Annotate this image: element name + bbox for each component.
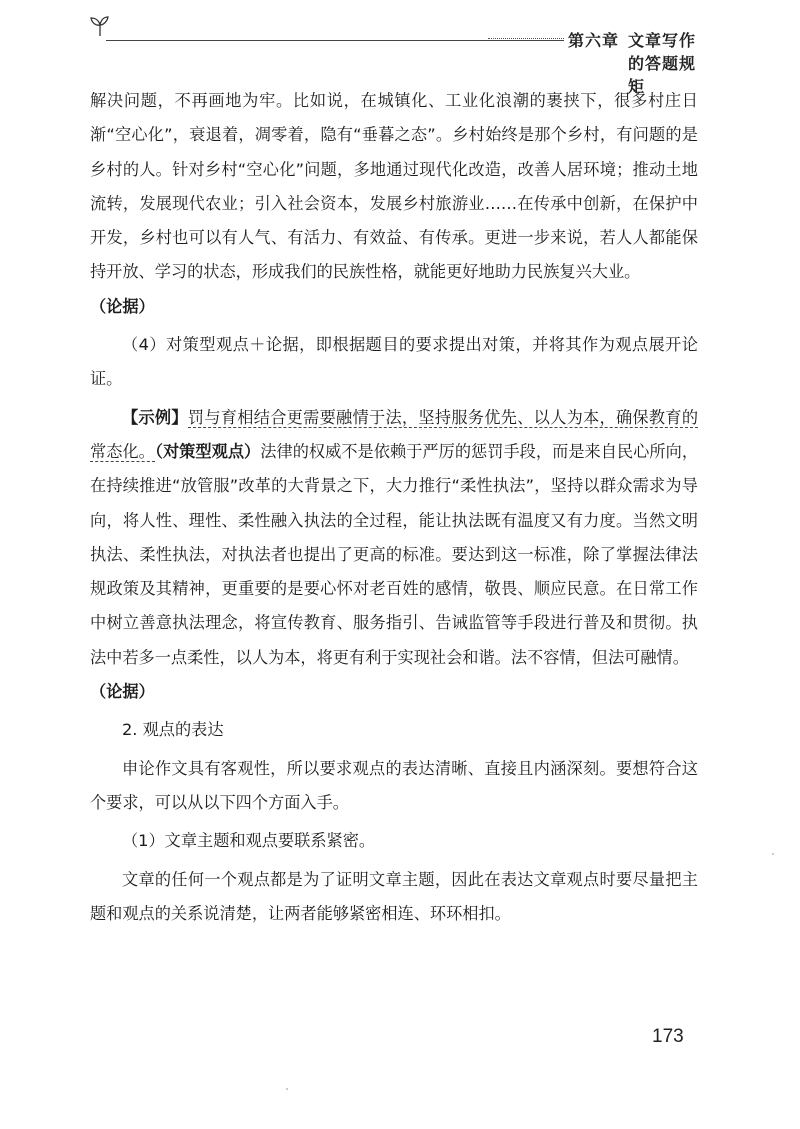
example-viewpoint: 罚与育相结合更需要融情于法，坚持服务优先、以人为本，确保教育的常态化。 xyxy=(90,407,699,461)
section-paragraph-2: 文章的任何一个观点都是为了证明文章主题，因此在表达文章观点时要尽量把主题和观点的关系说清楚，让两者能够紧密相连、环环相扣。 xyxy=(90,869,698,923)
paragraph-continuation: 解决问题，不再画地为牢。比如说，在城镇化、工业化浪潮的裹挟下，很多村庄日渐“空心化”，衰退着，凋零着，隐有“垂暮之态”。乡村始终是那个乡村，有问题的是乡村的人。针对乡村“空心化”问题，多地通过现代化改造，改善人居环境；推动土地流转，发展现代农业；引入社会资本，发展乡村旅游业……在传承中创新，在保护中开发，乡村也可以有人气、有活力、有效益、有传承。更进一步来说，若人人都能保持开放、学习的状态，形成我们的民族性格，就能更好地助力民族复兴大业。 xyxy=(90,91,698,282)
paragraph-strategy-intro: （4）对策型观点＋论据，即根据题目的要求提出对策，并将其作为观点展开论证。 xyxy=(90,335,698,389)
scan-speck xyxy=(772,853,774,855)
header-rule-dotted xyxy=(488,38,564,39)
sprout-icon xyxy=(88,14,112,38)
example-paragraph xyxy=(90,401,698,675)
example-text: 法律的权威不是依赖于严厉的惩罚手段，而是来自民心所向，在持续推进“放管服”改革的大背景之下，大力推行“柔性执法”，坚持以群众需求为导向，将人性、理性、柔性融入执法的全过程，能让执法既有温度又有力度。当然文明执法、柔性执法，对执法者也提出了更高的标准。要达到这一标准，除了掌握法律法规政策及其精神，更重要的是要心怀对老百姓的感情，敬畏、顺应民意。在日常工作中树立善意执法理念，将宣传教育、服务指引、告诫监管等手段进行普及和贯彻。执法中若多一点柔性，以人为本，将更有利于实现社会和谐。法不容情，但法可融情。 xyxy=(90,441,699,667)
header-rule xyxy=(106,40,564,41)
page-number: 173 xyxy=(652,1026,684,1047)
section-paragraph-1: 申论作文具有客观性，所以要求观点的表达清晰、直接且内涵深刻。要想符合这个要求，可以从以下四个方面入手。 xyxy=(90,758,698,812)
section-item-1: （1）文章主题和观点要联系紧密。 xyxy=(122,831,376,851)
running-header xyxy=(88,14,700,96)
chapter-label: 第六章 xyxy=(568,31,620,50)
viewpoint-type-label: （对策型观点） xyxy=(154,441,261,461)
section-heading: 2. 观点的表达 xyxy=(122,720,224,740)
example-tag: 【示例】 xyxy=(122,407,188,427)
page-body xyxy=(90,84,698,931)
evidence-label: （论据） xyxy=(90,296,155,316)
evidence-label-2: （论据） xyxy=(90,682,155,702)
scan-speck xyxy=(286,1088,288,1090)
chapter-title: 文章写作的答题规矩 xyxy=(628,31,697,96)
